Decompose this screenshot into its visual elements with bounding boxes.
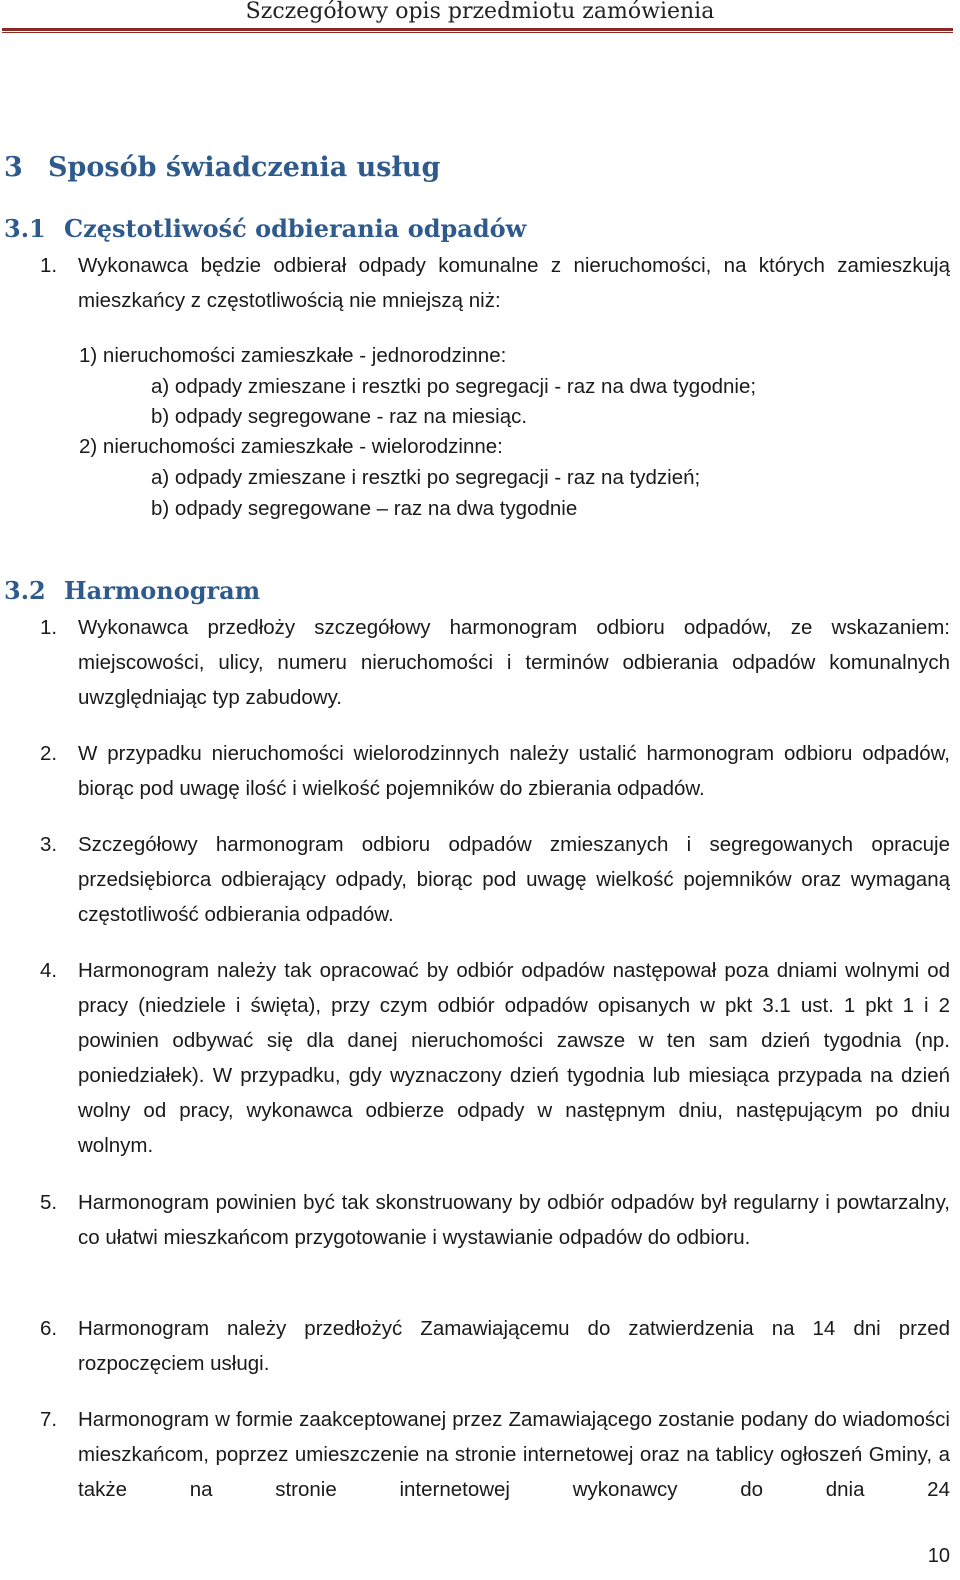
list-number: 5. (40, 1191, 58, 1214)
harmonogram-item-7 (40, 1402, 950, 1507)
section-number: 3 (4, 152, 23, 183)
section-3-1-heading (4, 214, 526, 243)
list-text: Harmonogram należy tak opracować by odbiór odpadów następował poza dniami wolnymi od pracy (niedziele i święta), przy czym odbiór odpadów opisanych w pkt 3.1 ust. 1 pkt 1 i 2 powinien odbywać się dla danej nieruchomości zawsze w ten sam dzień tygodnia (np. poniedziałek). W przypadku, gdy wyznaczony dzień tygodnia lub miesiąca przypada na dzień wolny od pracy, wykonawca odbierze odpady w następnym dniu, następującym po dniu wolnym. (78, 959, 950, 1157)
frequency-item: b) odpady segregowane – raz na dwa tygodnie (151, 497, 578, 520)
section-title: Częstotliwość odbierania odpadów (64, 214, 527, 243)
header-rule (2, 28, 953, 31)
list-text: Szczegółowy harmonogram odbioru odpadów zmieszanych i segregowanych opracuje przedsiębiorca odbierający odpady, biorąc pod uwagę wielkość pojemników oraz wymaganą częstotliwość odbierania odpadów. (78, 833, 950, 926)
list-number: 2. (40, 742, 58, 765)
list-text: Harmonogram należy przedłożyć Zamawiającemu do zatwierdzenia na 14 dni przed rozpoczęciem usługi. (78, 1317, 950, 1375)
running-header: Szczegółowy opis przedmiotu zamówienia (245, 0, 715, 24)
list-text: Wykonawca przedłoży szczegółowy harmonogram odbioru odpadów, ze wskazaniem: miejscowości, ulicy, numeru nieruchomości i terminów odbierania odpadów komunalnych uwzględniając typ zabudowy. (78, 616, 950, 709)
section-3-1-item-1 (40, 248, 950, 318)
list-text: Wykonawca będzie odbierał odpady komunalne z nieruchomości, na których zamieszkują mieszkańcy z częstotliwością nie mniejszą niż: (78, 254, 950, 312)
header-rule-thin (2, 32, 953, 33)
frequency-item: a) odpady zmieszane i resztki po segregacji - raz na dwa tygodnie; (151, 375, 757, 398)
list-number: 1. (40, 616, 58, 639)
list-number: 1. (40, 254, 58, 277)
list-number: 7. (40, 1408, 58, 1431)
harmonogram-item-4 (40, 953, 950, 1163)
section-3-2-heading (4, 576, 260, 605)
harmonogram-item-5 (40, 1185, 950, 1255)
list-text: Harmonogram powinien być tak skonstruowany by odbiór odpadów był regularny i powtarzalny, co ułatwi mieszkańcom przygotowanie i wystawianie odpadów do odbioru. (78, 1191, 950, 1249)
list-number: 3. (40, 833, 58, 856)
section-title: Harmonogram (64, 576, 261, 605)
list-number: 6. (40, 1317, 58, 1340)
harmonogram-item-3 (40, 827, 950, 932)
harmonogram-item-2 (40, 736, 950, 806)
page-number: 10 (927, 1545, 950, 1567)
section-title: Sposób świadczenia usług (48, 152, 441, 183)
list-text: Harmonogram w formie zaakceptowanej przez Zamawiającego zostanie podany do wiadomości mieszkańcom, poprzez umieszczenie na stronie internetowej oraz na tablicy ogłoszeń Gminy, a także na stronie internetowej wykonawcy do dnia 24 (78, 1408, 950, 1501)
list-number: 4. (40, 959, 58, 982)
section-number: 3.2 (4, 576, 46, 605)
harmonogram-item-6 (40, 1311, 950, 1381)
frequency-group-label: 2) nieruchomości zamieszkałe - wielorodzinne: (79, 435, 503, 458)
section-3-heading (4, 152, 440, 183)
list-text: W przypadku nieruchomości wielorodzinnych należy ustalić harmonogram odbioru odpadów, biorąc pod uwagę ilość i wielkość pojemników do zbierania odpadów. (78, 742, 950, 800)
frequency-group-label: 1) nieruchomości zamieszkałe - jednorodzinne: (79, 344, 507, 367)
harmonogram-item-1 (40, 610, 950, 715)
section-number: 3.1 (4, 214, 46, 243)
frequency-item: a) odpady zmieszane i resztki po segregacji - raz na tydzień; (151, 466, 701, 489)
frequency-item: b) odpady segregowane - raz na miesiąc. (151, 405, 528, 428)
